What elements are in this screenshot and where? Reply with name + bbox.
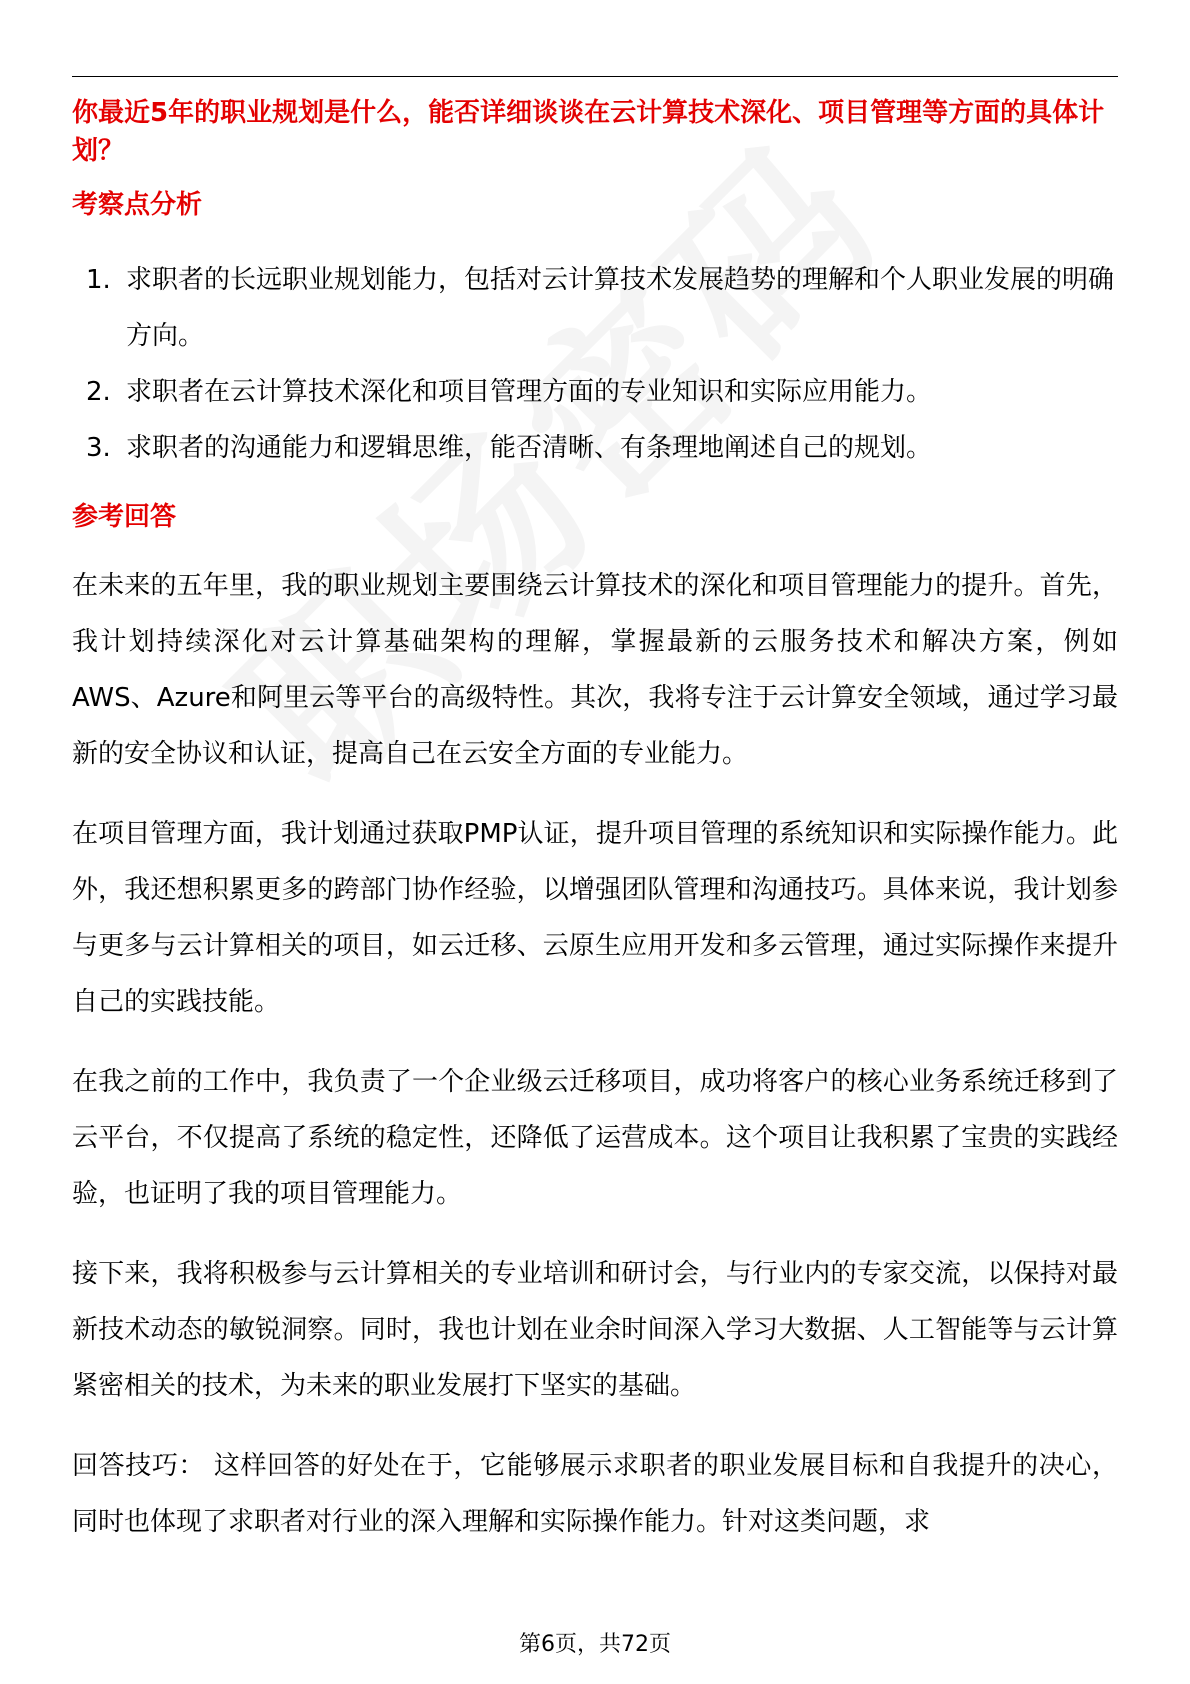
answer-paragraph: 在项目管理方面，我计划通过获取PMP认证，提升项目管理的系统知识和实际操作能力。此外，我还想积累更多的跨部门协作经验，以增强团队管理和沟通技巧。具体来说，我计划参与更多与云计算相关的项目，如云迁移、云原生应用开发和多云管理，通过实际操作来提升自己的实践技能。: [72, 819, 1118, 1017]
header-divider: [72, 76, 1118, 77]
page-number-footer: 第6页，共72页: [519, 1632, 671, 1657]
list-item-text: 求职者的长远职业规划能力，包括对云计算技术发展趋势的理解和个人职业发展的明确方向。: [126, 265, 1115, 351]
answer-tips-paragraph: 回答技巧： 这样回答的好处在于，它能够展示求职者的职业发展目标和自我提升的决心，同时也体现了求职者对行业的深入理解和实际操作能力。针对这类问题，求: [72, 1451, 1118, 1537]
list-item-text: 求职者在云计算技术深化和项目管理方面的专业知识和实际应用能力。: [126, 377, 933, 407]
question-heading: 你最近5年的职业规划是什么，能否详细谈谈在云计算技术深化、项目管理等方面的具体计划？: [72, 98, 1105, 166]
list-item: [72, 252, 1118, 364]
list-item: [72, 364, 1118, 420]
list-item-number: 1.: [86, 265, 111, 295]
answer-paragraph: 接下来，我将积极参与云计算相关的专业培训和研讨会，与行业内的专家交流，以保持对最新技术动态的敏锐洞察。同时，我也计划在业余时间深入学习大数据、人工智能等与云计算紧密相关的技术，为未来的职业发展打下坚实的基础。: [72, 1259, 1118, 1401]
analysis-section-title: 考察点分析: [72, 190, 203, 220]
reference-section-title: 参考回答: [72, 502, 177, 532]
answer-paragraph: 在未来的五年里，我的职业规划主要围绕云计算技术的深化和项目管理能力的提升。首先，我计划持续深化对云计算基础架构的理解，掌握最新的云服务技术和解决方案，例如AWS、Azure和阿里云等平台的高级特性。其次，我将专注于云计算安全领域，通过学习最新的安全协议和认证，提高自己在云安全方面的专业能力。: [72, 571, 1118, 769]
list-item: [72, 420, 1118, 476]
answer-paragraph: 在我之前的工作中，我负责了一个企业级云迁移项目，成功将客户的核心业务系统迁移到了云平台，不仅提高了系统的稳定性，还降低了运营成本。这个项目让我积累了宝贵的实践经验，也证明了我的项目管理能力。: [72, 1067, 1118, 1209]
list-item-number: 3.: [86, 433, 111, 463]
analysis-list: [72, 252, 1118, 476]
list-item-number: 2.: [86, 377, 111, 407]
list-item-text: 求职者的沟通能力和逻辑思维，能否清晰、有条理地阐述自己的规划。: [126, 433, 933, 463]
page-content: [72, 94, 1118, 1550]
